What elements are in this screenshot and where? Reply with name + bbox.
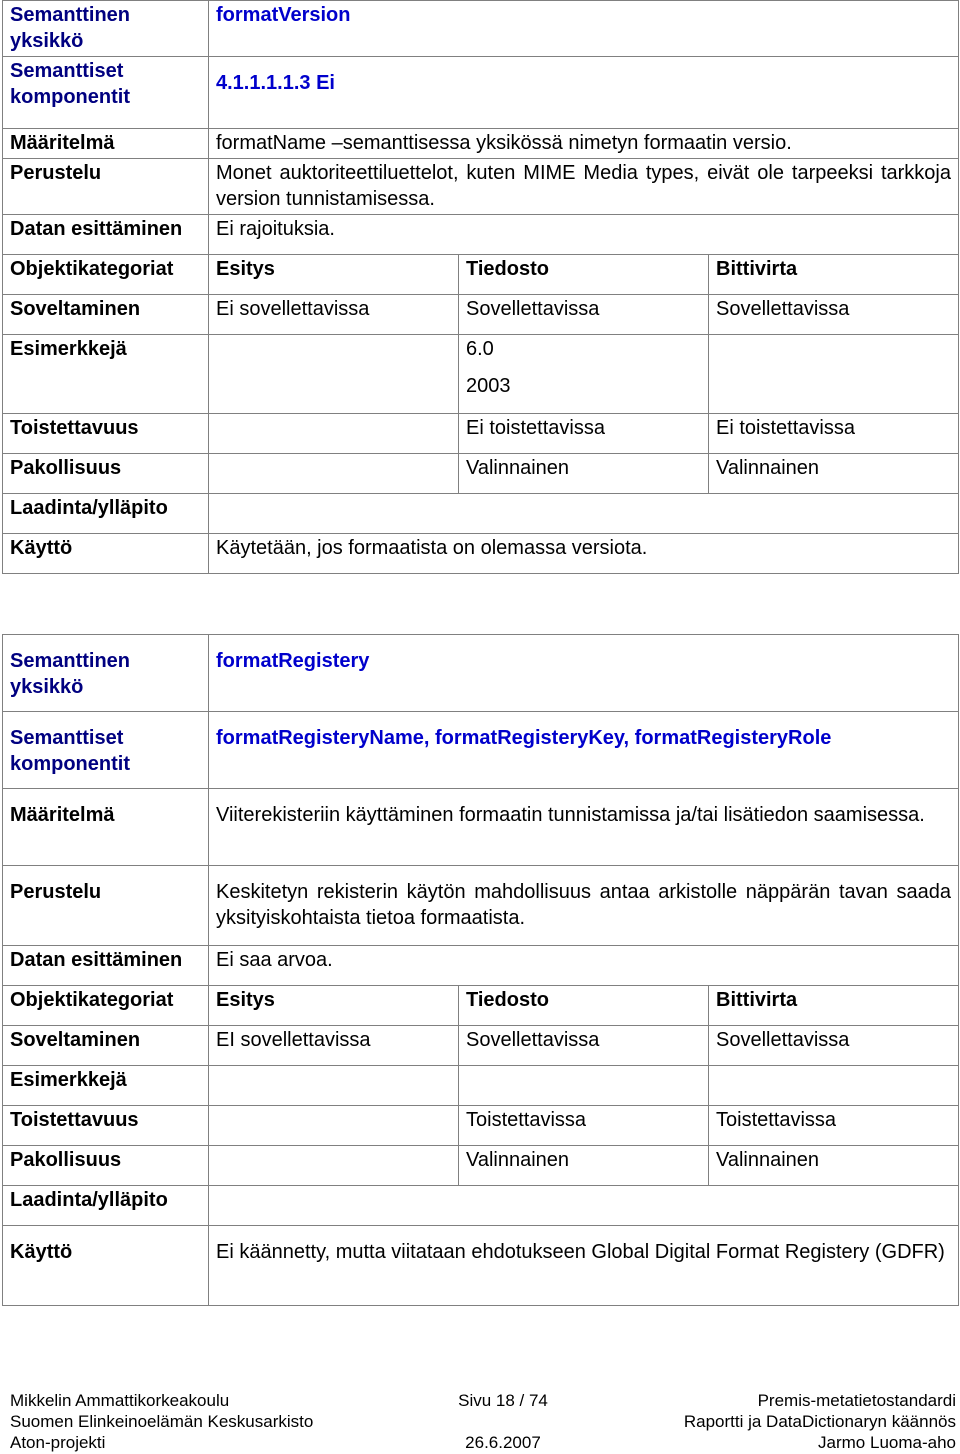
footer-org-line3: Aton-projekti bbox=[10, 1433, 106, 1452]
repeatability-label: Toistettavuus bbox=[3, 414, 209, 454]
repeatability-esitys bbox=[209, 1106, 459, 1146]
footer-document-info bbox=[684, 1390, 956, 1453]
creation-value bbox=[209, 1186, 959, 1226]
format-version-table bbox=[2, 0, 959, 574]
definition-label: Määritelmä bbox=[3, 789, 209, 866]
obligation-esitys bbox=[209, 1146, 459, 1186]
category-tiedosto: Tiedosto bbox=[459, 986, 709, 1026]
obligation-tiedosto: Valinnainen bbox=[459, 1146, 709, 1186]
obligation-bittivirta: Valinnainen bbox=[709, 454, 959, 494]
data-representation-value: Ei saa arvoa. bbox=[209, 946, 959, 986]
semantic-unit-label: Semanttinen yksikkö bbox=[3, 1, 209, 57]
category-esitys: Esitys bbox=[209, 255, 459, 295]
obligation-bittivirta: Valinnainen bbox=[709, 1146, 959, 1186]
applicability-label: Soveltaminen bbox=[3, 1026, 209, 1066]
footer-page-info bbox=[448, 1390, 558, 1453]
footer-doc-title: Premis-metatietostandardi bbox=[757, 1391, 956, 1410]
usage-value: Ei käännetty, mutta viitataan ehdotukseen Global Digital Format Registery (GDFR) bbox=[209, 1226, 959, 1306]
category-bittivirta: Bittivirta bbox=[709, 255, 959, 295]
object-categories-label: Objektikategoriat bbox=[3, 255, 209, 295]
usage-value: Käytetään, jos formaatista on olemassa versiota. bbox=[209, 534, 959, 574]
data-representation-label: Datan esittäminen bbox=[3, 215, 209, 255]
semantic-unit-value: formatVersion bbox=[209, 1, 959, 57]
obligation-label: Pakollisuus bbox=[3, 454, 209, 494]
example-version: 6.0 bbox=[466, 338, 494, 360]
semantic-unit-label: Semanttinen yksikkö bbox=[3, 635, 209, 712]
category-tiedosto: Tiedosto bbox=[459, 255, 709, 295]
data-representation-label: Datan esittäminen bbox=[3, 946, 209, 986]
applicability-esitys: Ei sovellettavissa bbox=[209, 295, 459, 335]
obligation-esitys bbox=[209, 454, 459, 494]
obligation-tiedosto: Valinnainen bbox=[459, 454, 709, 494]
footer-doc-subtitle: Raportti ja DataDictionaryn käännös bbox=[683, 1412, 956, 1431]
footer-page-number: Sivu 18 / 74 bbox=[458, 1391, 548, 1410]
object-categories-label: Objektikategoriat bbox=[3, 986, 209, 1026]
examples-label: Esimerkkejä bbox=[3, 335, 209, 414]
usage-label: Käyttö bbox=[3, 1226, 209, 1306]
repeatability-esitys bbox=[209, 414, 459, 454]
applicability-bittivirta: Sovellettavissa bbox=[709, 295, 959, 335]
examples-bittivirta bbox=[709, 1066, 959, 1106]
footer-author: Jarmo Luoma-aho bbox=[818, 1433, 956, 1452]
repeatability-bittivirta: Toistettavissa bbox=[709, 1106, 959, 1146]
creation-label: Laadinta/ylläpito bbox=[3, 494, 209, 534]
applicability-tiedosto: Sovellettavissa bbox=[459, 1026, 709, 1066]
rationale-label: Perustelu bbox=[3, 159, 209, 215]
semantic-unit-value: formatRegistery bbox=[209, 635, 959, 712]
applicability-esitys: EI sovellettavissa bbox=[209, 1026, 459, 1066]
example-year: 2003 bbox=[466, 375, 511, 397]
rationale-value: Keskitetyn rekisterin käytön mahdollisuus antaa arkistolle näppärän tavan saada yksityiskohtaista tietoa formaatista. bbox=[209, 866, 959, 946]
footer-organization bbox=[10, 1390, 313, 1453]
components-value: 4.1.1.1.1.3 Ei bbox=[209, 57, 959, 129]
usage-label: Käyttö bbox=[3, 534, 209, 574]
rationale-label: Perustelu bbox=[3, 866, 209, 946]
footer-org-line1: Mikkelin Ammattikorkeakoulu bbox=[10, 1391, 230, 1410]
applicability-label: Soveltaminen bbox=[3, 295, 209, 335]
definition-value: Viiterekisteriin käyttäminen formaatin tunnistamissa ja/tai lisätiedon saamisessa. bbox=[209, 789, 959, 866]
format-registery-table bbox=[2, 634, 959, 1306]
examples-esitys bbox=[209, 1066, 459, 1106]
components-value: formatRegisteryName, formatRegisteryKey, formatRegisteryRole bbox=[209, 712, 959, 789]
category-bittivirta: Bittivirta bbox=[709, 986, 959, 1026]
examples-esitys bbox=[209, 335, 459, 414]
footer-date: 26.6.2007 bbox=[465, 1433, 541, 1452]
repeatability-tiedosto: Ei toistettavissa bbox=[459, 414, 709, 454]
examples-label: Esimerkkejä bbox=[3, 1066, 209, 1106]
examples-tiedosto bbox=[459, 335, 709, 414]
footer-spacer bbox=[448, 1411, 558, 1432]
repeatability-label: Toistettavuus bbox=[3, 1106, 209, 1146]
creation-label: Laadinta/ylläpito bbox=[3, 1186, 209, 1226]
components-label: Semanttiset komponentit bbox=[3, 712, 209, 789]
components-label: Semanttiset komponentit bbox=[3, 57, 209, 129]
examples-bittivirta bbox=[709, 335, 959, 414]
definition-label: Määritelmä bbox=[3, 129, 209, 159]
applicability-tiedosto: Sovellettavissa bbox=[459, 295, 709, 335]
creation-value bbox=[209, 494, 959, 534]
footer-org-line2: Suomen Elinkeinoelämän Keskusarkisto bbox=[10, 1412, 314, 1431]
obligation-label: Pakollisuus bbox=[3, 1146, 209, 1186]
repeatability-bittivirta: Ei toistettavissa bbox=[709, 414, 959, 454]
data-representation-value: Ei rajoituksia. bbox=[209, 215, 959, 255]
applicability-bittivirta: Sovellettavissa bbox=[709, 1026, 959, 1066]
category-esitys: Esitys bbox=[209, 986, 459, 1026]
definition-value: formatName –semanttisessa yksikössä nimetyn formaatin versio. bbox=[209, 129, 959, 159]
examples-tiedosto bbox=[459, 1066, 709, 1106]
repeatability-tiedosto: Toistettavissa bbox=[459, 1106, 709, 1146]
rationale-value: Monet auktoriteettiluettelot, kuten MIME Media types, eivät ole tarpeeksi tarkkoja version tunnistamisessa. bbox=[209, 159, 959, 215]
